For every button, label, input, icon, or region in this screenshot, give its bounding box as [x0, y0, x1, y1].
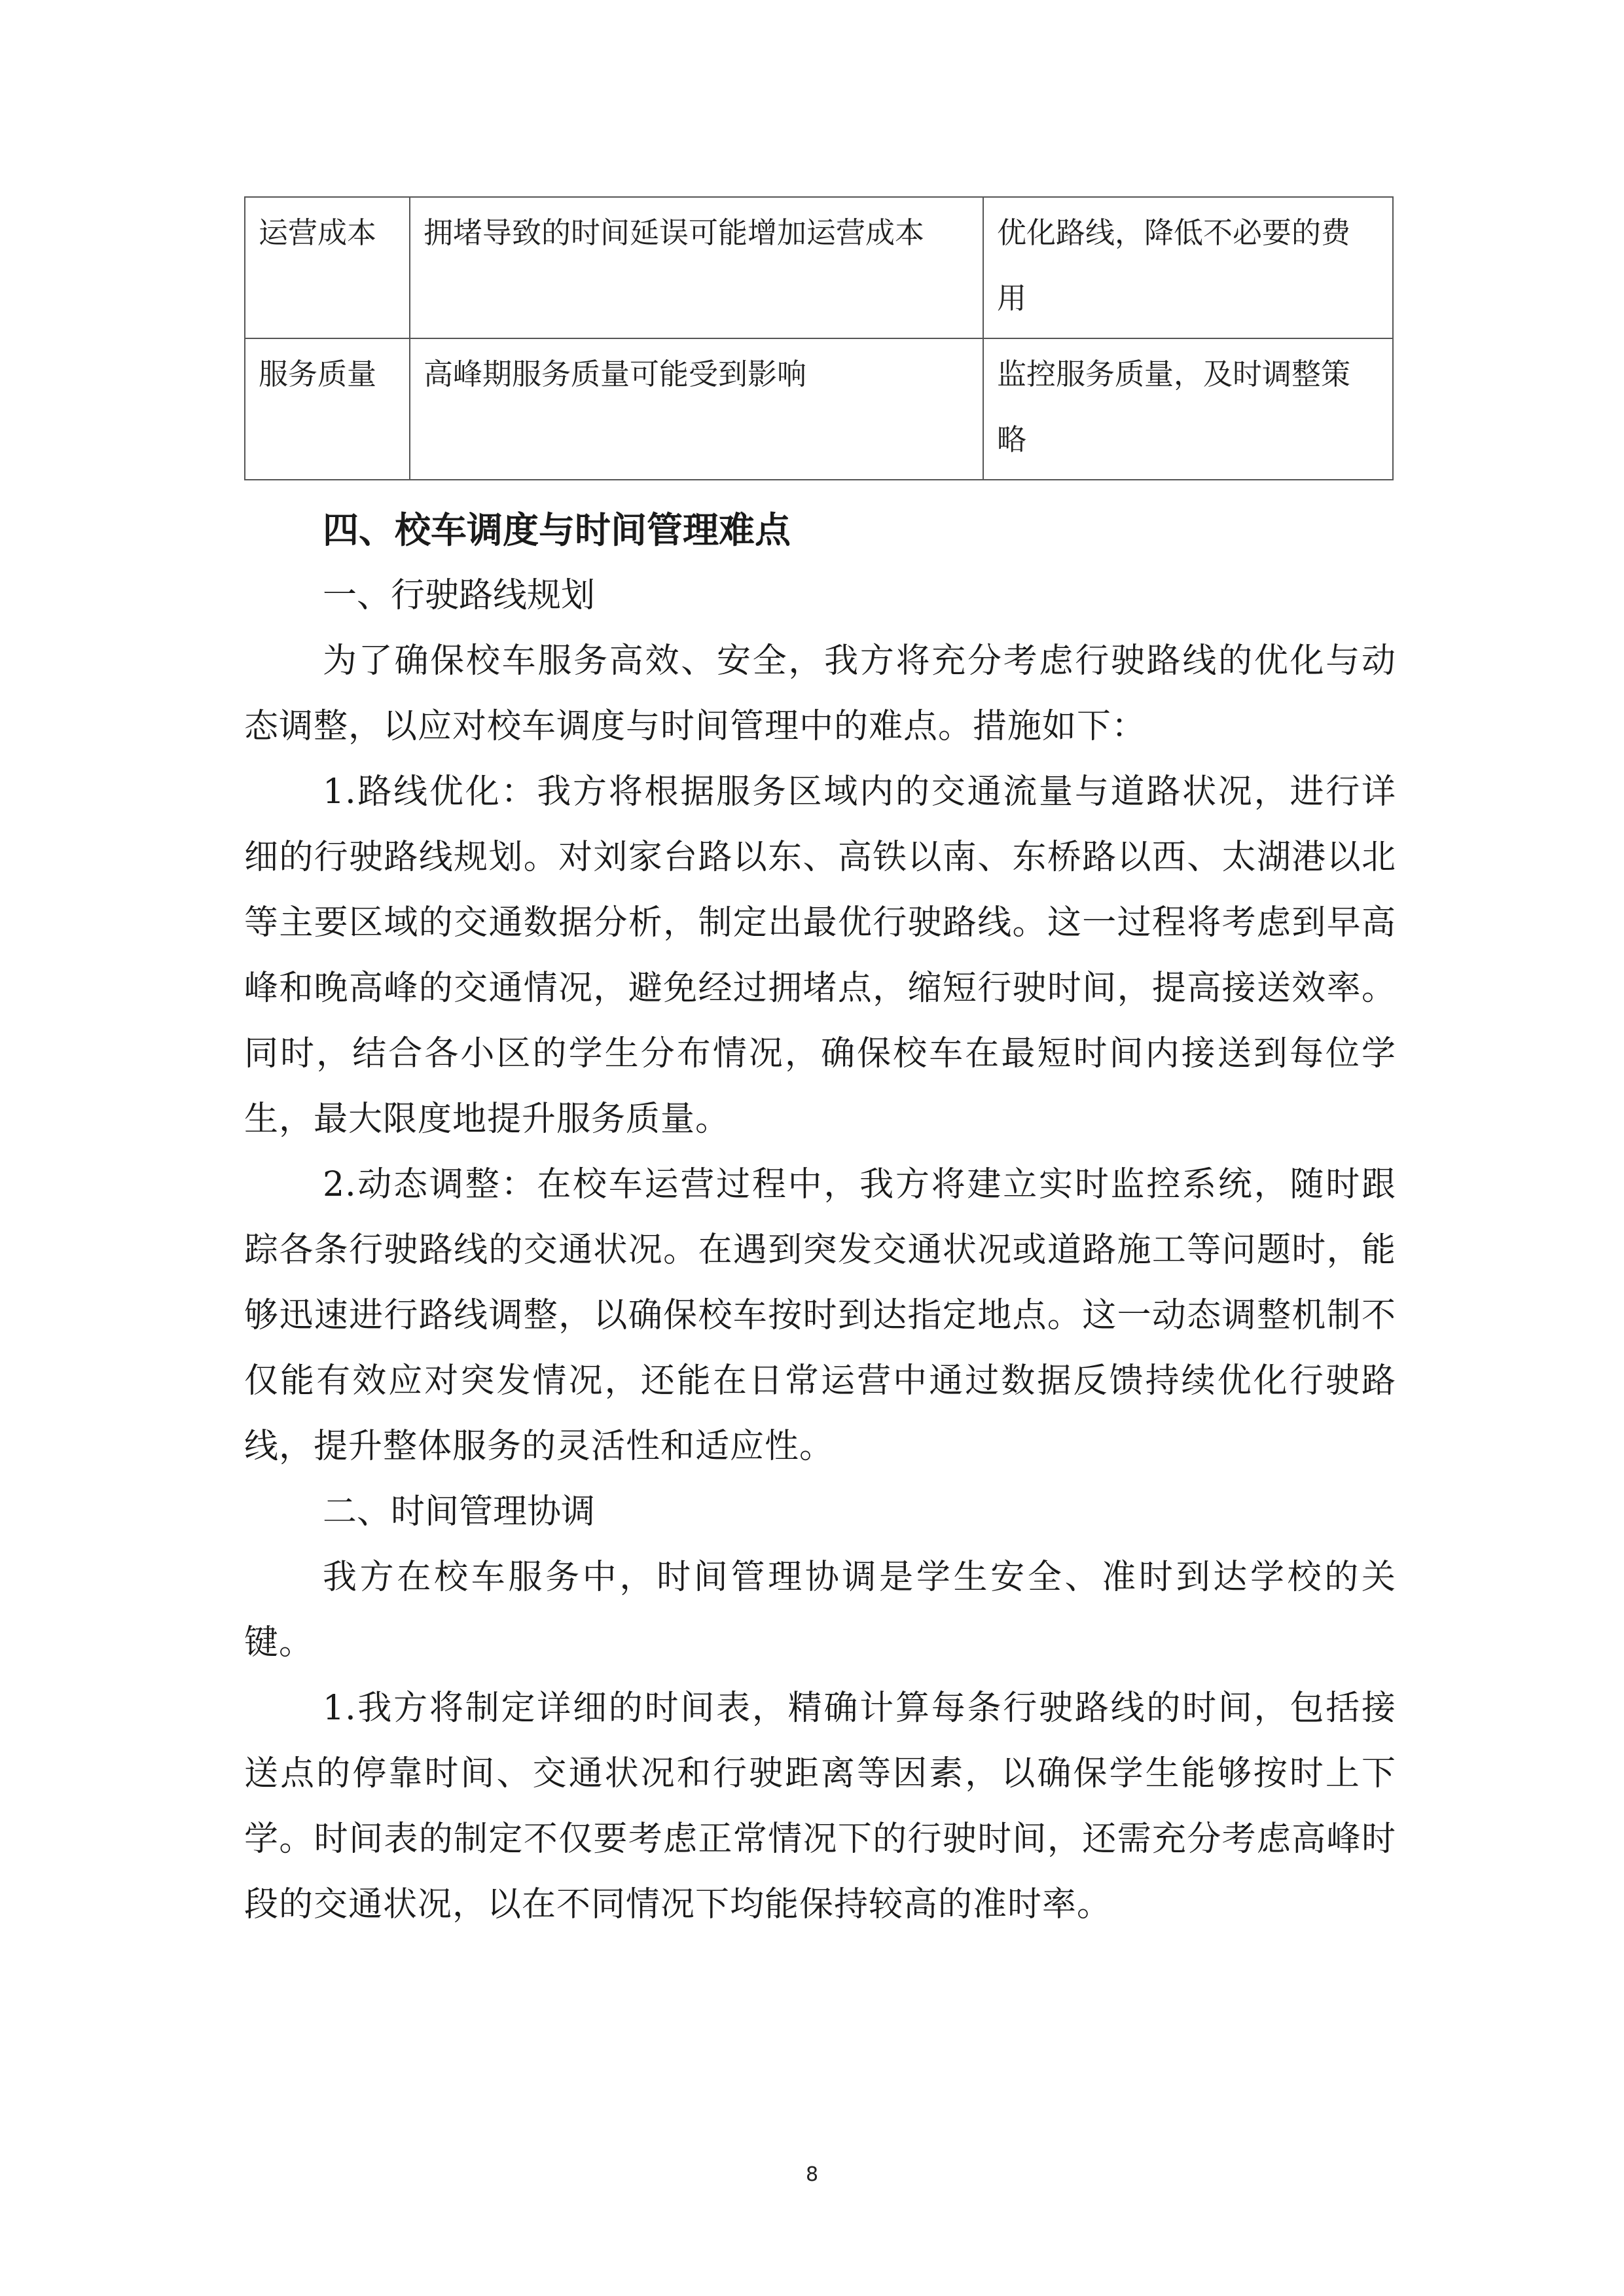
paragraph: 1.我方将制定详细的时间表，精确计算每条行驶路线的时间，包括接送点的停靠时间、交通状况和行驶距离等因素，以确保学生能够按时上下学。时间表的制定不仅要考虑正常情况下的行驶时间，还需充分考虑高峰时段的交通状况，以在不同情况下均能保持较高的准时率。 — [244, 1689, 1396, 1924]
risk-table — [244, 196, 1394, 480]
table-cell-impact: 高峰期服务质量可能受到影响 — [410, 338, 983, 480]
paragraph: 我方在校车服务中，时间管理协调是学生安全、准时到达学校的关键。 — [244, 1558, 1396, 1662]
table-row — [245, 338, 1393, 480]
subsection-title: 二、时间管理协调 — [323, 1492, 596, 1532]
paragraph: 为了确保校车服务高效、安全，我方将充分考虑行驶路线的优化与动态调整，以应对校车调度与时间管理中的难点。措施如下： — [244, 641, 1396, 746]
body-content — [244, 497, 1396, 1937]
table-cell-item: 运营成本 — [245, 197, 410, 338]
page-number: 8 — [805, 2163, 819, 2186]
table-cell-item: 服务质量 — [245, 338, 410, 480]
table-cell-measure: 监控服务质量，及时调整策略 — [983, 338, 1393, 480]
paragraph: 1.路线优化：我方将根据服务区域内的交通流量与道路状况，进行详细的行驶路线规划。对刘家台路以东、高铁以南、东桥路以西、太湖港以北等主要区域的交通数据分析，制定出最优行驶路线。这一过程将考虑到早高峰和晚高峰的交通情况，避免经过拥堵点，缩短行驶时间，提高接送效率。同时，结合各小区的学生分布情况，确保校车在最短时间内接送到每位学生，最大限度地提升服务质量。 — [244, 772, 1396, 1139]
table-cell-measure: 优化路线，降低不必要的费用 — [983, 197, 1393, 338]
table-cell-impact: 拥堵导致的时间延误可能增加运营成本 — [410, 197, 983, 338]
section-heading: 四、校车调度与时间管理难点 — [323, 509, 791, 551]
table-row — [245, 197, 1393, 338]
paragraph: 2.动态调整：在校车运营过程中，我方将建立实时监控系统，随时跟踪各条行驶路线的交通状况。在遇到突发交通状况或道路施工等问题时，能够迅速进行路线调整，以确保校车按时到达指定地点。这一动态调整机制不仅能有效应对突发情况，还能在日常运营中通过数据反馈持续优化行驶路线，提升整体服务的灵活性和适应性。 — [244, 1165, 1396, 1466]
subsection-title: 一、行驶路线规划 — [323, 576, 596, 615]
